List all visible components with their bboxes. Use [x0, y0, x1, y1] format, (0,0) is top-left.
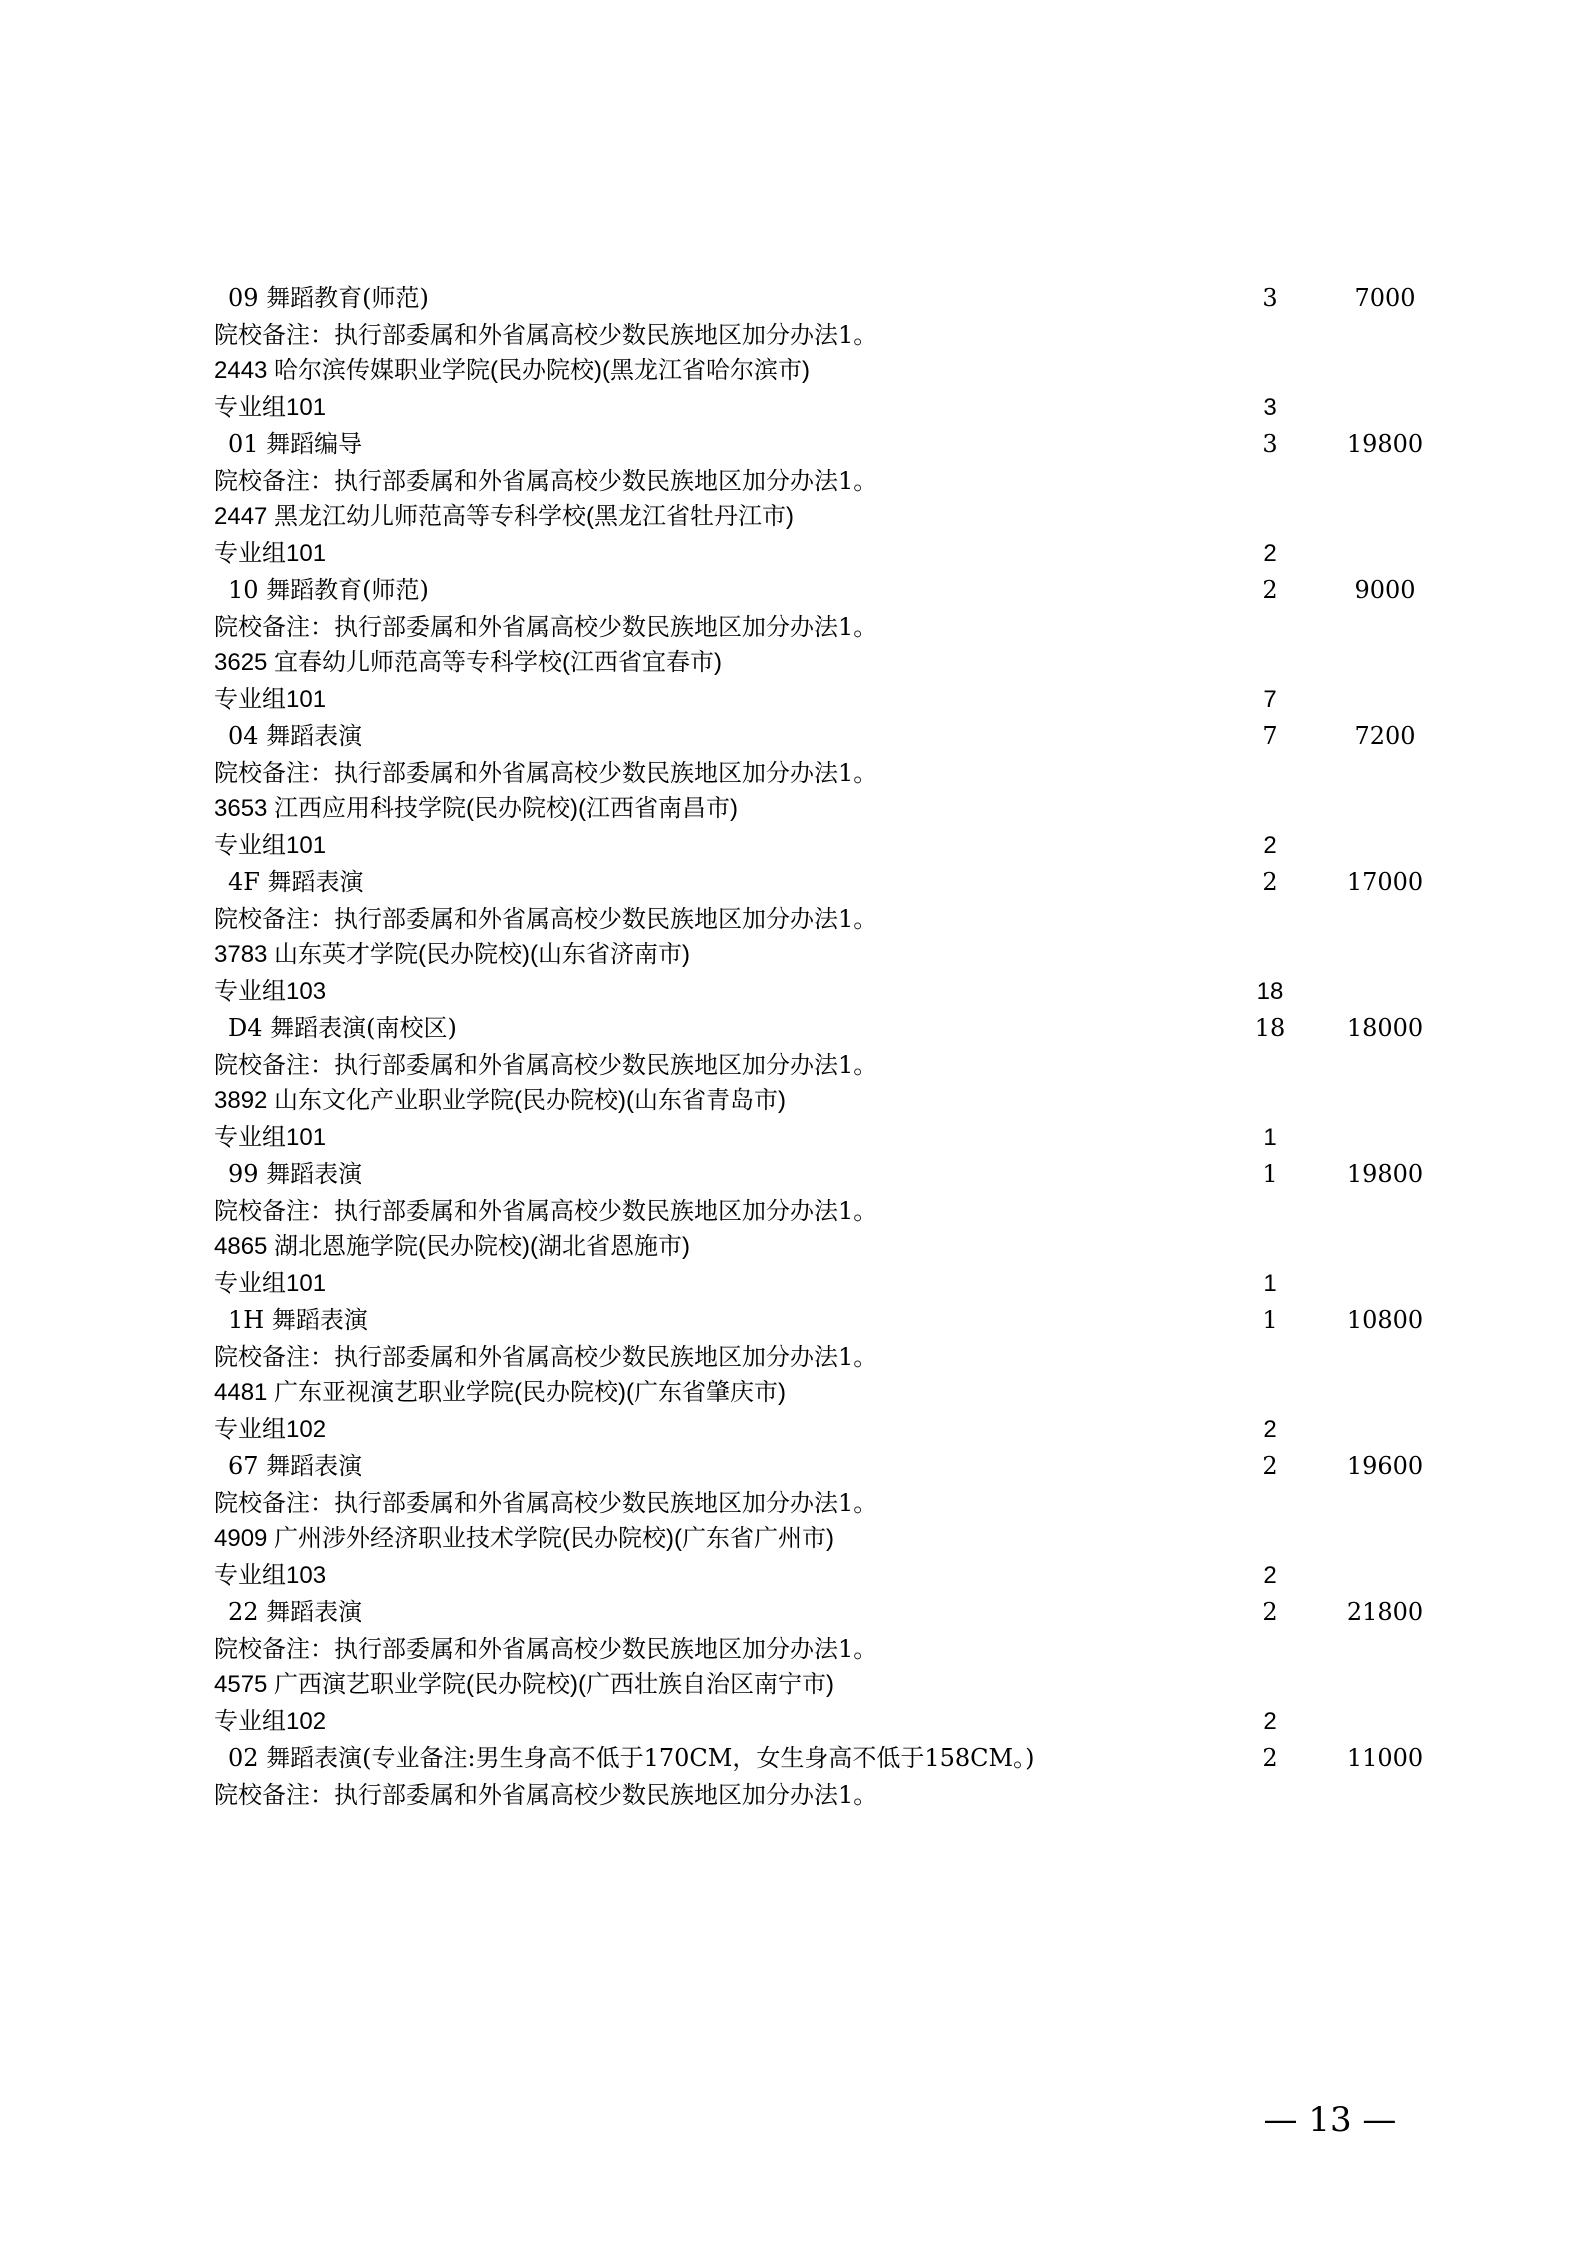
school-note-row	[0, 1631, 1587, 1668]
school-note	[214, 609, 877, 650]
school-name: 3783 山东英才学院(民办院校)(山东省济南市)	[214, 941, 691, 968]
major-plan-count: 3	[1262, 284, 1278, 312]
major-row	[0, 864, 1587, 901]
tuition-fee: 19800	[1346, 1160, 1424, 1188]
group-label: 专业组101	[214, 393, 327, 421]
school-note	[214, 1631, 877, 1672]
note-text: 执行部委属和外省属高校少数民族地区加分办法1。	[334, 904, 878, 933]
note-label: 院校备注：	[214, 1781, 334, 1809]
group-label: 专业组101	[214, 1123, 327, 1151]
note-text: 执行部委属和外省属高校少数民族地区加分办法1。	[334, 612, 878, 641]
group-plan-count: 1	[1263, 1123, 1277, 1151]
note-text: 执行部委属和外省属高校少数民族地区加分办法1。	[334, 1780, 878, 1809]
note-text: 执行部委属和外省属高校少数民族地区加分办法1。	[334, 1488, 878, 1517]
tuition-fee: 7200	[1354, 722, 1416, 750]
tuition-fee: 18000	[1346, 1014, 1424, 1042]
group-row	[0, 828, 1587, 865]
note-text: 执行部委属和外省属高校少数民族地区加分办法1。	[334, 758, 878, 787]
major-plan-count: 2	[1262, 1452, 1278, 1480]
school-name: 4481 广东亚视演艺职业学院(民办院校)(广东省肇庆市)	[214, 1379, 787, 1406]
admission-plan-list	[0, 280, 1587, 1813]
school-note	[214, 317, 877, 358]
school-name: 2447 黑龙江幼儿师范高等专科学校(黑龙江省牡丹江市)	[214, 503, 795, 530]
group-plan-count: 2	[1263, 1561, 1277, 1589]
school-name: 3653 江西应用科技学院(民办院校)(江西省南昌市)	[214, 795, 739, 822]
major-name: 09 舞蹈教育(师范)	[228, 284, 429, 312]
school-name: 2443 哈尔滨传媒职业学院(民办院校)(黑龙江省哈尔滨市)	[214, 357, 811, 384]
school-note-row	[0, 463, 1587, 500]
major-plan-count: 18	[1254, 1014, 1286, 1042]
major-row	[0, 1740, 1587, 1777]
group-label: 专业组101	[214, 539, 327, 567]
major-plan-count: 2	[1262, 1598, 1278, 1626]
tuition-fee: 21800	[1346, 1598, 1424, 1626]
group-row	[0, 1266, 1587, 1303]
group-row	[0, 1120, 1587, 1157]
major-name: 01 舞蹈编导	[228, 430, 363, 458]
major-plan-count: 1	[1262, 1160, 1278, 1188]
school-note-row	[0, 609, 1587, 646]
note-text: 执行部委属和外省属高校少数民族地区加分办法1。	[334, 320, 878, 349]
note-text: 执行部委属和外省属高校少数民族地区加分办法1。	[334, 466, 878, 495]
group-plan-count: 18	[1256, 977, 1284, 1005]
school-note	[214, 1193, 877, 1234]
note-text: 执行部委属和外省属高校少数民族地区加分办法1。	[334, 1634, 878, 1663]
school-row	[0, 937, 1587, 974]
major-plan-count: 2	[1262, 868, 1278, 896]
school-note	[214, 463, 877, 504]
school-row	[0, 1375, 1587, 1412]
school-row	[0, 1521, 1587, 1558]
school-note	[214, 1339, 877, 1380]
group-plan-count: 2	[1263, 1707, 1277, 1735]
note-label: 院校备注：	[214, 759, 334, 787]
note-label: 院校备注：	[214, 1489, 334, 1517]
group-plan-count: 7	[1263, 685, 1277, 713]
school-row	[0, 499, 1587, 536]
note-label: 院校备注：	[214, 1197, 334, 1225]
group-plan-count: 3	[1263, 393, 1277, 421]
school-name: 4575 广西演艺职业学院(民办院校)(广西壮族自治区南宁市)	[214, 1671, 835, 1698]
group-label: 专业组101	[214, 831, 327, 859]
major-row	[0, 1302, 1587, 1339]
school-note-row	[0, 1339, 1587, 1376]
major-row	[0, 1010, 1587, 1047]
school-row	[0, 791, 1587, 828]
school-name: 3625 宜春幼儿师范高等专科学校(江西省宜春市)	[214, 649, 723, 676]
major-name: 67 舞蹈表演	[228, 1452, 363, 1480]
group-label: 专业组101	[214, 685, 327, 713]
group-label: 专业组102	[214, 1707, 327, 1735]
group-row	[0, 682, 1587, 719]
note-text: 执行部委属和外省属高校少数民族地区加分办法1。	[334, 1342, 878, 1371]
major-name: 22 舞蹈表演	[228, 1598, 363, 1626]
note-label: 院校备注：	[214, 321, 334, 349]
major-name: 04 舞蹈表演	[228, 722, 363, 750]
tuition-fee: 7000	[1354, 284, 1416, 312]
major-name: 99 舞蹈表演	[228, 1160, 363, 1188]
school-note-row	[0, 1485, 1587, 1522]
major-plan-count: 2	[1262, 576, 1278, 604]
school-note	[214, 901, 877, 942]
school-note	[214, 755, 877, 796]
school-row	[0, 645, 1587, 682]
note-label: 院校备注：	[214, 1343, 334, 1371]
major-plan-count: 2	[1262, 1744, 1278, 1772]
major-name: D4 舞蹈表演(南校区)	[228, 1014, 457, 1042]
major-row	[0, 1156, 1587, 1193]
school-name: 4865 湖北恩施学院(民办院校)(湖北省恩施市)	[214, 1233, 691, 1260]
major-row	[0, 1594, 1587, 1631]
major-row	[0, 572, 1587, 609]
group-label: 专业组101	[214, 1269, 327, 1297]
major-plan-count: 7	[1262, 722, 1278, 750]
note-label: 院校备注：	[214, 613, 334, 641]
major-row	[0, 426, 1587, 463]
school-row	[0, 1083, 1587, 1120]
major-plan-count: 1	[1262, 1306, 1278, 1334]
major-name: 4F 舞蹈表演	[228, 868, 364, 896]
group-row	[0, 1558, 1587, 1595]
tuition-fee: 19600	[1346, 1452, 1424, 1480]
group-row	[0, 1704, 1587, 1741]
group-label: 专业组103	[214, 1561, 327, 1589]
school-name: 4909 广州涉外经济职业技术学院(民办院校)(广东省广州市)	[214, 1525, 835, 1552]
page-number: — 13 —	[1263, 2100, 1397, 2140]
group-plan-count: 1	[1263, 1269, 1277, 1297]
school-note	[214, 1777, 877, 1818]
school-note-row	[0, 901, 1587, 938]
tuition-fee: 9000	[1354, 576, 1416, 604]
school-row	[0, 1229, 1587, 1266]
note-label: 院校备注：	[214, 1635, 334, 1663]
school-row	[0, 1667, 1587, 1704]
group-row	[0, 390, 1587, 427]
group-plan-count: 2	[1263, 539, 1277, 567]
note-label: 院校备注：	[214, 467, 334, 495]
note-label: 院校备注：	[214, 1051, 334, 1079]
tuition-fee: 11000	[1346, 1744, 1424, 1772]
group-label: 专业组103	[214, 977, 327, 1005]
school-note	[214, 1047, 877, 1088]
group-row	[0, 536, 1587, 573]
note-text: 执行部委属和外省属高校少数民族地区加分办法1。	[334, 1050, 878, 1079]
school-row	[0, 353, 1587, 390]
tuition-fee: 17000	[1346, 868, 1424, 896]
major-plan-count: 3	[1262, 430, 1278, 458]
school-note-row	[0, 755, 1587, 792]
note-text: 执行部委属和外省属高校少数民族地区加分办法1。	[334, 1196, 878, 1225]
group-row	[0, 1412, 1587, 1449]
tuition-fee: 19800	[1346, 430, 1424, 458]
major-row	[0, 718, 1587, 755]
tuition-fee: 10800	[1346, 1306, 1424, 1334]
school-name: 3892 山东文化产业职业学院(民办院校)(山东省青岛市)	[214, 1087, 787, 1114]
major-name: 10 舞蹈教育(师范)	[228, 576, 429, 604]
major-name: 1H 舞蹈表演	[228, 1306, 368, 1334]
group-plan-count: 2	[1263, 1415, 1277, 1443]
group-plan-count: 2	[1263, 831, 1277, 859]
major-name: 02 舞蹈表演(专业备注:男生身高不低于170CM，女生身高不低于158CM。)	[228, 1744, 1035, 1772]
major-row	[0, 280, 1587, 317]
school-note-row	[0, 1777, 1587, 1814]
group-label: 专业组102	[214, 1415, 327, 1443]
major-row	[0, 1448, 1587, 1485]
note-label: 院校备注：	[214, 905, 334, 933]
school-note	[214, 1485, 877, 1526]
school-note-row	[0, 1047, 1587, 1084]
school-note-row	[0, 317, 1587, 354]
group-row	[0, 974, 1587, 1011]
school-note-row	[0, 1193, 1587, 1230]
